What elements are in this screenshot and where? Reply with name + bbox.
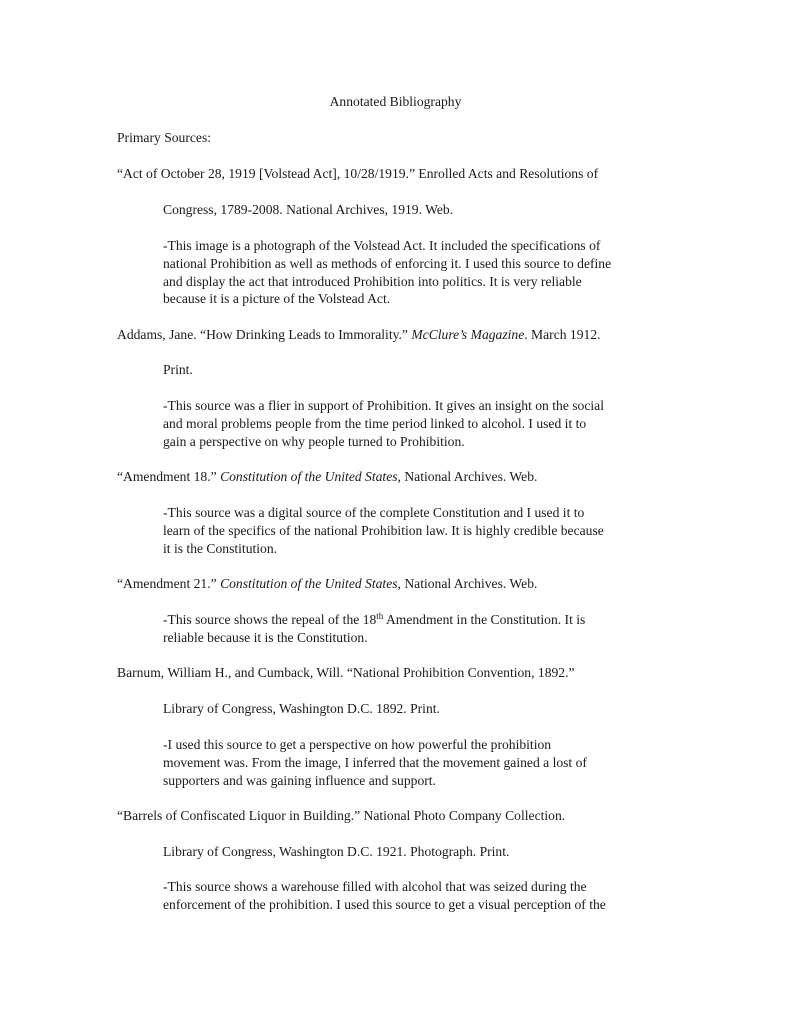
- citation-barrels-line2: Library of Congress, Washington D.C. 1921. Photograph. Print.: [163, 844, 510, 859]
- citation-italic-title: McClure’s Magazine: [411, 327, 525, 342]
- annotation-text: Amendment in the Constitution. It is: [383, 612, 586, 627]
- annotation-line: enforcement of the prohibition. I used this source to get a visual perception of the: [163, 897, 606, 912]
- annotation-line: -I used this source to get a perspective on how powerful the prohibition: [163, 737, 552, 752]
- annotation-line: supporters and was gaining influence and support.: [163, 773, 436, 788]
- citation-italic-title: Constitution of the United States: [220, 576, 398, 591]
- citation-italic-title: Constitution of the United States: [220, 469, 398, 484]
- annotation-line: it is the Constitution.: [163, 541, 278, 556]
- annotation-line: national Prohibition as well as methods of enforcing it. I used this source to define: [163, 256, 612, 271]
- annotation-text: -This source shows the repeal of the 18: [163, 612, 377, 627]
- annotation-line: -This source was a flier in support of Prohibition. It gives an insight on the social: [163, 398, 604, 413]
- citation-barnum-line2: Library of Congress, Washington D.C. 1892. Print.: [163, 701, 440, 716]
- citation-volstead-line1: “Act of October 28, 1919 [Volstead Act], 10/28/1919.” Enrolled Acts and Resolutions of: [117, 166, 599, 181]
- citation-text: Addams, Jane. “How Drinking Leads to Immorality.”: [117, 327, 412, 342]
- annotation-line: reliable because it is the Constitution.: [163, 630, 368, 645]
- citation-text: , National Archives. Web.: [397, 576, 538, 591]
- section-heading: Primary Sources:: [117, 130, 212, 145]
- citation-text: . March 1912.: [524, 327, 601, 342]
- citation-addams-line1: [117, 326, 601, 343]
- citation-amendment18: [117, 468, 537, 485]
- citation-addams-line2: Print.: [163, 362, 193, 377]
- annotation-line: and display the act that introduced Prohibition into politics. It is very reliable: [163, 274, 582, 289]
- annotation-line: [163, 611, 585, 628]
- citation-volstead-line2: Congress, 1789-2008. National Archives, 1919. Web.: [163, 202, 454, 217]
- document-title: Annotated Bibliography: [329, 94, 462, 109]
- annotation-line: because it is a picture of the Volstead Act.: [163, 291, 391, 306]
- annotation-line: -This source shows a warehouse filled with alcohol that was seized during the: [163, 879, 587, 894]
- citation-barrels-line1: “Barrels of Confiscated Liquor in Building.” National Photo Company Collection.: [117, 808, 566, 823]
- citation-amendment21: [117, 575, 537, 592]
- annotation-line: movement was. From the image, I inferred that the movement gained a lost of: [163, 755, 587, 770]
- citation-text: “Amendment 18.”: [117, 469, 221, 484]
- citation-barnum-line1: Barnum, William H., and Cumback, Will. “National Prohibition Convention, 1892.”: [117, 665, 575, 680]
- ordinal-superscript: th: [376, 611, 384, 621]
- annotation-line: learn of the specifics of the national Prohibition law. It is highly credible because: [163, 523, 604, 538]
- annotation-line: -This source was a digital source of the complete Constitution and I used it to: [163, 505, 585, 520]
- annotation-line: and moral problems people from the time period linked to alcohol. I used it to: [163, 416, 587, 431]
- citation-text: “Amendment 21.”: [117, 576, 221, 591]
- annotation-line: -This image is a photograph of the Volstead Act. It included the specifications of: [163, 238, 601, 253]
- annotation-line: gain a perspective on why people turned to Prohibition.: [163, 434, 465, 449]
- citation-text: , National Archives. Web.: [397, 469, 538, 484]
